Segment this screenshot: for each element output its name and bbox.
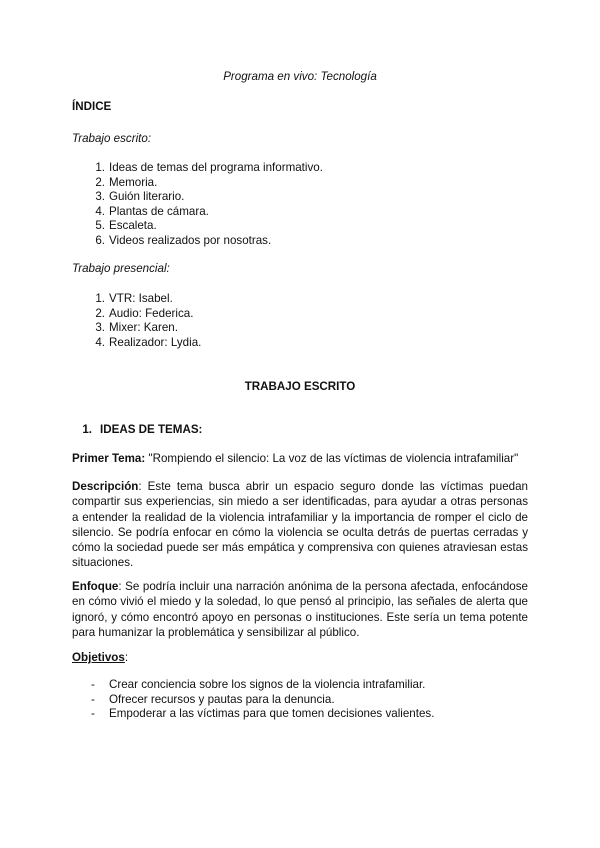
list-item: 1. VTR: Isabel. — [95, 292, 173, 305]
list-item: 1. Ideas de temas del programa informativo. — [95, 161, 323, 174]
focus-label: Enfoque — [72, 580, 119, 593]
document-title: Programa en vivo: Tecnología — [223, 70, 377, 83]
list-item: 4. Realizador: Lydia. — [95, 335, 202, 349]
presential-work-list — [95, 292, 202, 350]
first-topic-paragraph — [72, 451, 528, 466]
list-item: - Ofrecer recursos y pautas para la denuncia. — [91, 692, 335, 706]
objectives-label: Objetivos — [72, 651, 125, 664]
index-heading: ÍNDICE — [72, 100, 112, 113]
first-topic-text: "Rompiendo el silencio: La voz de las víctimas de violencia intrafamiliar" — [145, 452, 519, 465]
list-item: 6. Videos realizados por nosotras. — [95, 233, 272, 247]
list-item: 4. Plantas de cámara. — [95, 204, 209, 218]
section-heading: TRABAJO ESCRITO — [244, 380, 356, 393]
written-work-label: Trabajo escrito: — [72, 132, 152, 145]
subsection-title: IDEAS DE TEMAS: — [100, 423, 203, 436]
description-paragraph — [72, 479, 528, 571]
description-label: Descripción — [72, 480, 139, 493]
presential-work-label: Trabajo presencial: — [72, 262, 170, 275]
list-item: 3. Guión literario. — [95, 190, 185, 204]
objectives-colon: : — [124, 651, 129, 664]
written-work-list — [95, 161, 323, 249]
objectives-list — [91, 678, 435, 722]
focus-text: : Se podría incluir una narración anónima de la persona afectada, enfocándose en cómo vivió el miedo y la soledad, lo que pensó al principio, las señales de alerta que ignoró, y cómo encontró apoyo en personas o instituciones. Este sería un tema potente para humanizar la problemática y sensibilizar al público. — [72, 580, 528, 639]
objectives-heading — [72, 650, 528, 665]
first-topic-label: Primer Tema: — [72, 452, 146, 465]
list-item: 2. Audio: Federica. — [95, 306, 194, 320]
focus-paragraph — [72, 579, 528, 640]
list-item: 5. Escaleta. — [95, 219, 157, 233]
subsection-number: 1. — [82, 423, 92, 436]
description-text: : Este tema busca abrir un espacio seguro donde las víctimas puedan compartir sus experiencias, sin miedo a ser identificadas, para ayudar a otras personas a entender la realidad de la violencia intrafamiliar y la importancia de romper el ciclo de silencio. Se podría enfocar en cómo la violencia se oculta detrás de puertas cerradas y cómo la sociedad puede ser más empática y comprensiva con quienes atraviesan estas situaciones. — [72, 480, 528, 570]
list-item: - Empoderar a las víctimas para que tomen decisiones valientes. — [91, 707, 435, 721]
list-item: - Crear conciencia sobre los signos de la violencia intrafamiliar. — [91, 678, 426, 691]
subsection-heading — [72, 423, 202, 436]
list-item: 2. Memoria. — [95, 175, 158, 189]
list-item: 3. Mixer: Karen. — [95, 321, 178, 335]
